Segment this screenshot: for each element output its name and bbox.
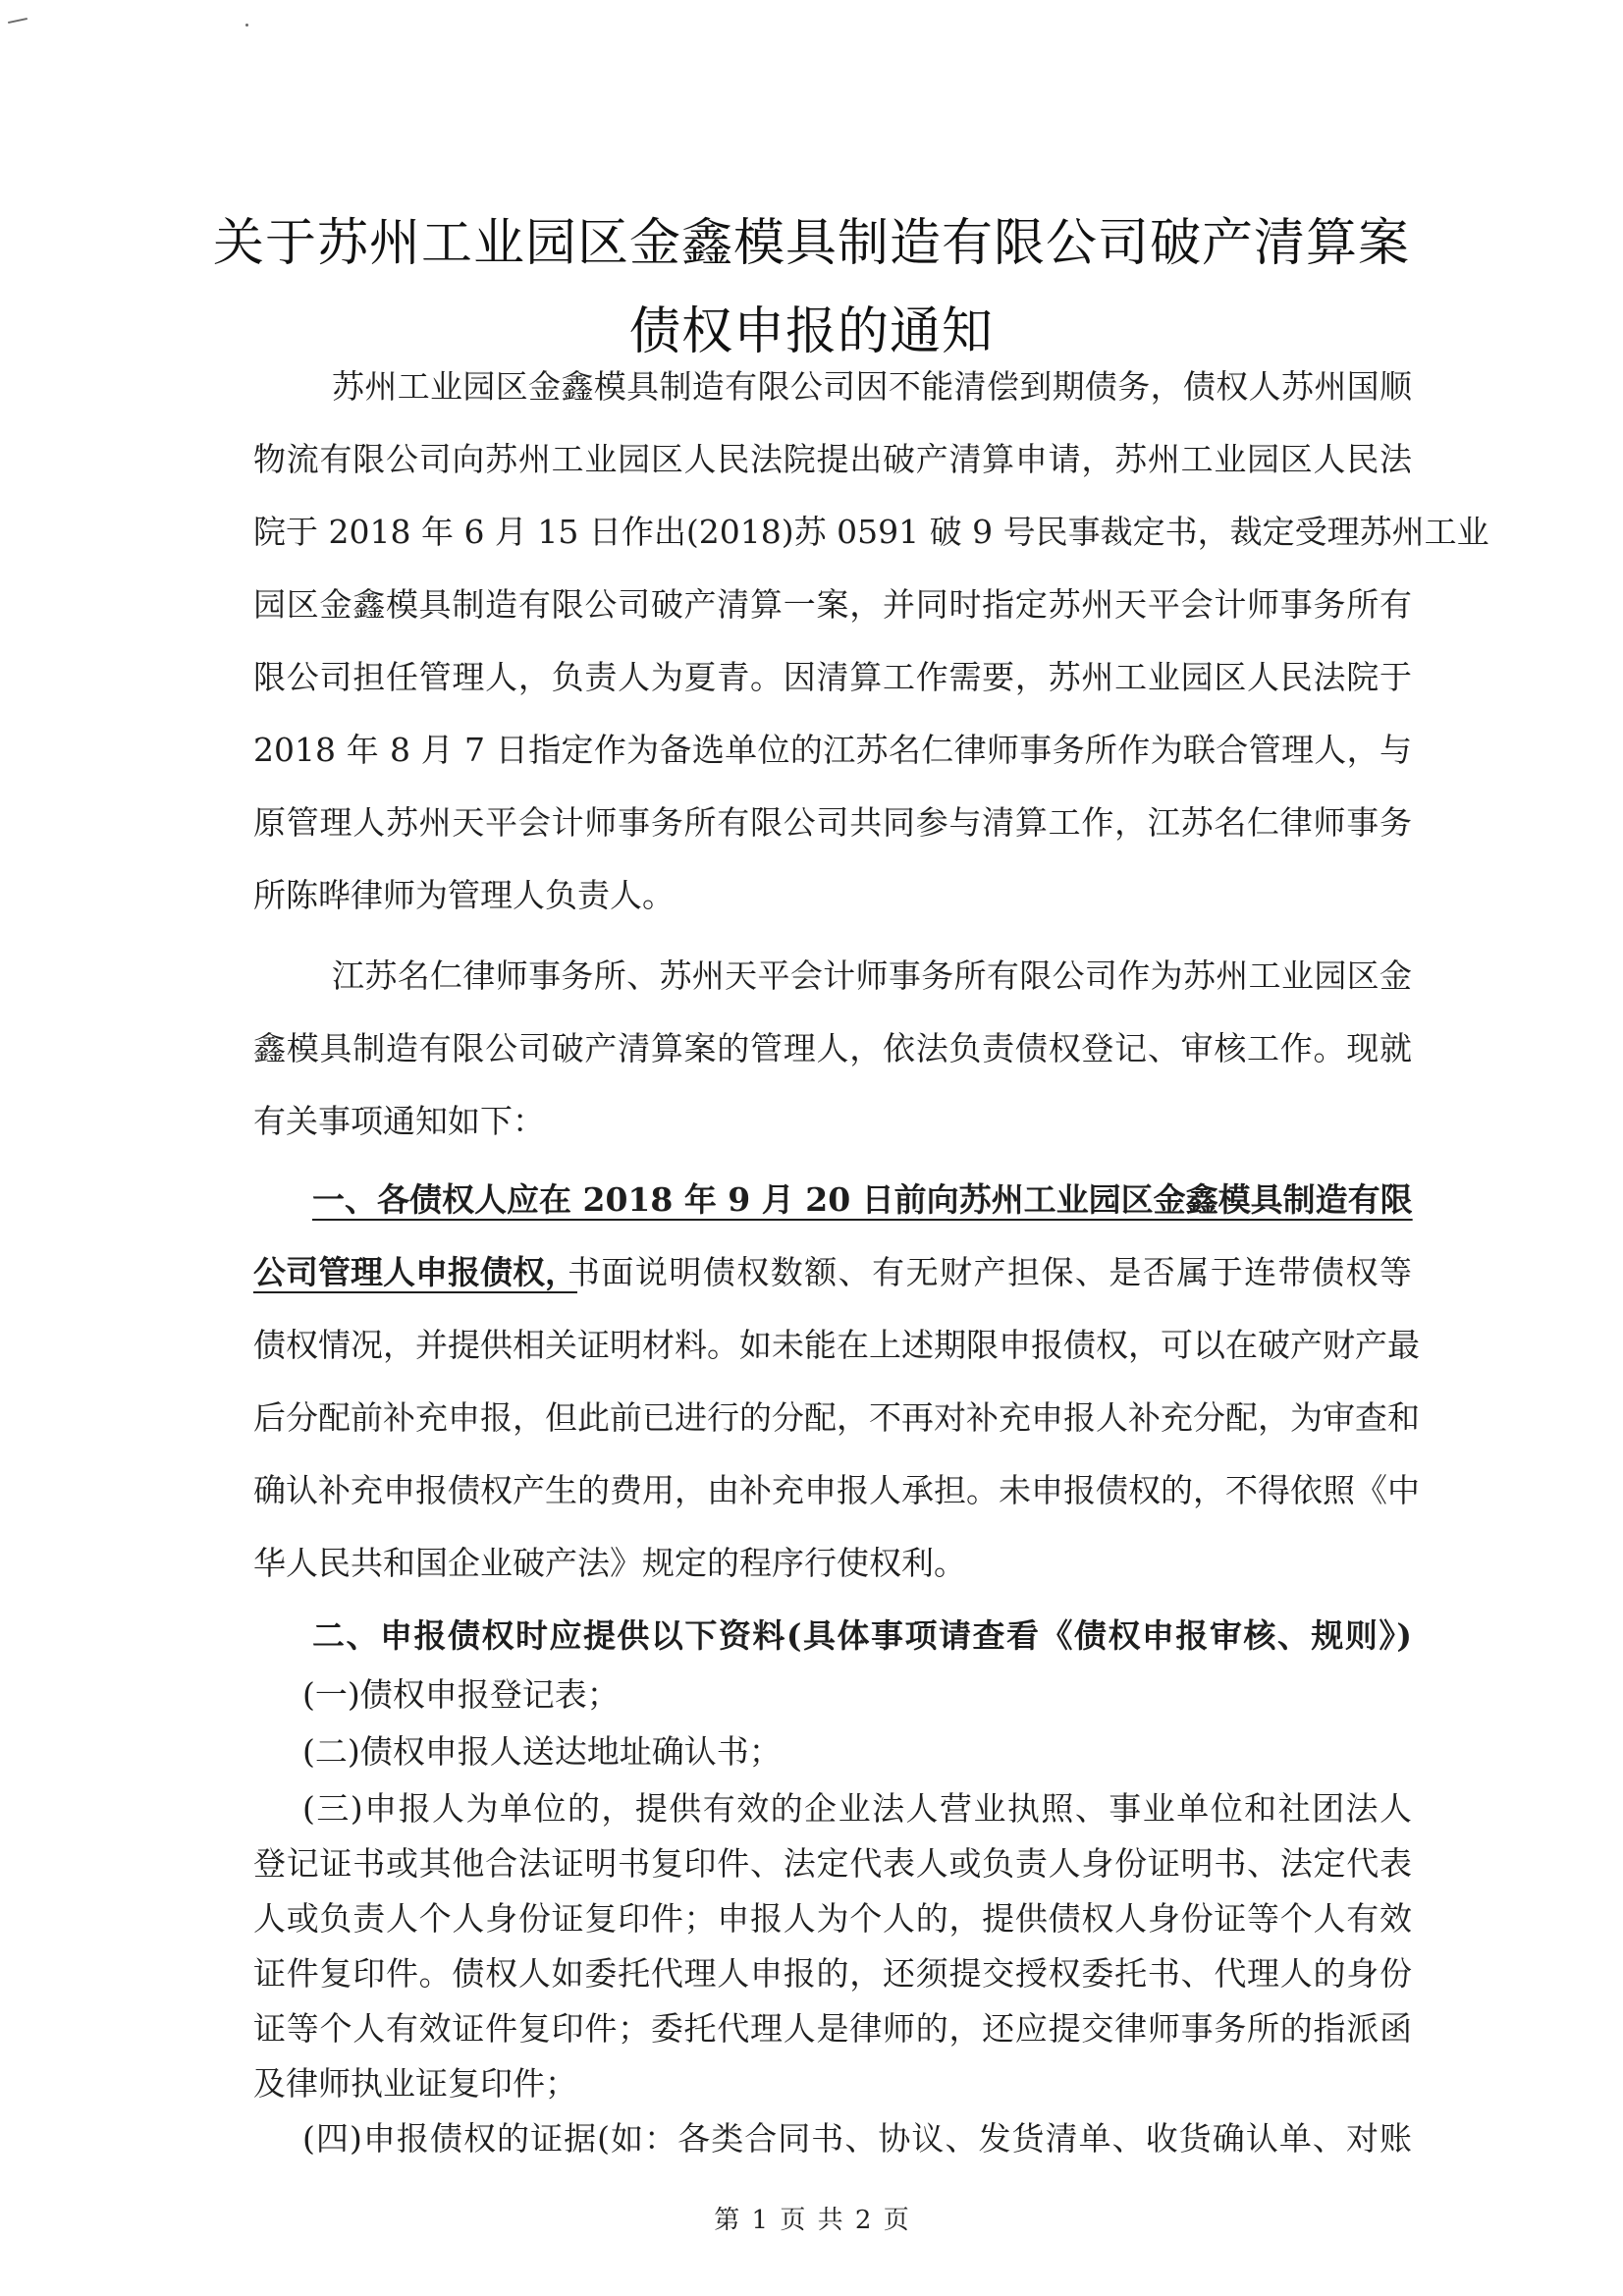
list-item: (三)申报人为单位的，提供有效的企业法人营业执照、事业单位和社团法人 [302, 1789, 1412, 1828]
paragraph-line: 园区金鑫模具制造有限公司破产清算一案，并同时指定苏州天平会计师事务所有 [253, 585, 1412, 624]
paragraph-line: 书面说明债权数额、有无财产担保、是否属于连带债权等 [568, 1253, 1412, 1291]
paragraph-line: 债权情况，并提供相关证明材料。如未能在上述期限申报债权，可以在破产财产最 [253, 1326, 1420, 1364]
paragraph-line: 所陈晔律师为管理人负责人。 [253, 876, 675, 914]
section-1-heading-tail: 公司管理人申报债权， [253, 1253, 577, 1291]
paragraph-line: 证等个人有效证件复印件；委托代理人是律师的，还应提交律师事务所的指派函 [253, 2009, 1412, 2048]
paragraph-line: 证件复印件。债权人如委托代理人申报的，还须提交授权委托书、代理人的身份 [253, 1954, 1412, 1993]
paragraph-line: 华人民共和国企业破产法》规定的程序行使权利。 [253, 1544, 966, 1582]
list-item: (二)债权申报人送达地址确认书； [302, 1732, 782, 1771]
scan-dot [245, 24, 248, 27]
paragraph-line: 鑫模具制造有限公司破产清算案的管理人，依法负责债权登记、审核工作。现就 [253, 1029, 1412, 1067]
list-item: (四)申报债权的证据(如：各类合同书、协议、发货清单、收货确认单、对账 [302, 2119, 1412, 2158]
paragraph-line: 2018 年 8 月 7 日指定作为备选单位的江苏名仁律师事务所作为联合管理人，与 [253, 731, 1412, 769]
paragraph-line: 人或负责人个人身份证复印件；申报人为个人的，提供债权人身份证等个人有效 [253, 1899, 1412, 1938]
paragraph-line: 登记证书或其他合法证明书复印件、法定代表人或负责人身份证明书、法定代表 [253, 1844, 1412, 1883]
paragraph-line: 江苏名仁律师事务所、苏州天平会计师事务所有限公司作为苏州工业园区金 [332, 957, 1412, 995]
page-number-footer: 第 1 页 共 2 页 [714, 2206, 909, 2235]
paragraph-line: 原管理人苏州天平会计师事务所有限公司共同参与清算工作，江苏名仁律师事务 [253, 803, 1412, 842]
document-title-line-2: 债权申报的通知 [628, 302, 994, 361]
paragraph-line: 限公司担任管理人，负责人为夏青。因清算工作需要，苏州工业园区人民法院于 [253, 658, 1412, 696]
document-title-line-1: 关于苏州工业园区金鑫模具制造有限公司破产清算案 [212, 214, 1410, 273]
paragraph-line: 后分配前补充申报，但此前已进行的分配，不再对补充申报人补充分配，为审查和 [253, 1398, 1420, 1437]
paragraph-line: 苏州工业园区金鑫模具制造有限公司因不能清偿到期债务，债权人苏州国顺 [332, 367, 1412, 406]
paragraph-line: 及律师执业证复印件； [253, 2064, 577, 2103]
paragraph-line: 确认补充申报债权产生的费用，由补充申报人承担。未申报债权的，不得依照《中 [253, 1471, 1420, 1509]
paragraph-line: 院于 2018 年 6 月 15 日作出(2018)苏 0591 破 9 号民事裁定书，裁定受理苏州工业 [253, 513, 1489, 551]
section-1-heading-line: 一、各债权人应在 2018 年 9 月 20 日前向苏州工业园区金鑫模具制造有限 [312, 1180, 1413, 1219]
paragraph-line: 物流有限公司向苏州工业园区人民法院提出破产清算申请，苏州工业园区人民法 [253, 440, 1412, 478]
scan-mark [8, 18, 27, 24]
paragraph-line: 有关事项通知如下： [253, 1102, 545, 1140]
section-2-heading: 二、申报债权时应提供以下资料(具体事项请查看《债权申报审核、规则》) [312, 1616, 1412, 1655]
list-item: (一)债权申报登记表； [302, 1675, 620, 1714]
